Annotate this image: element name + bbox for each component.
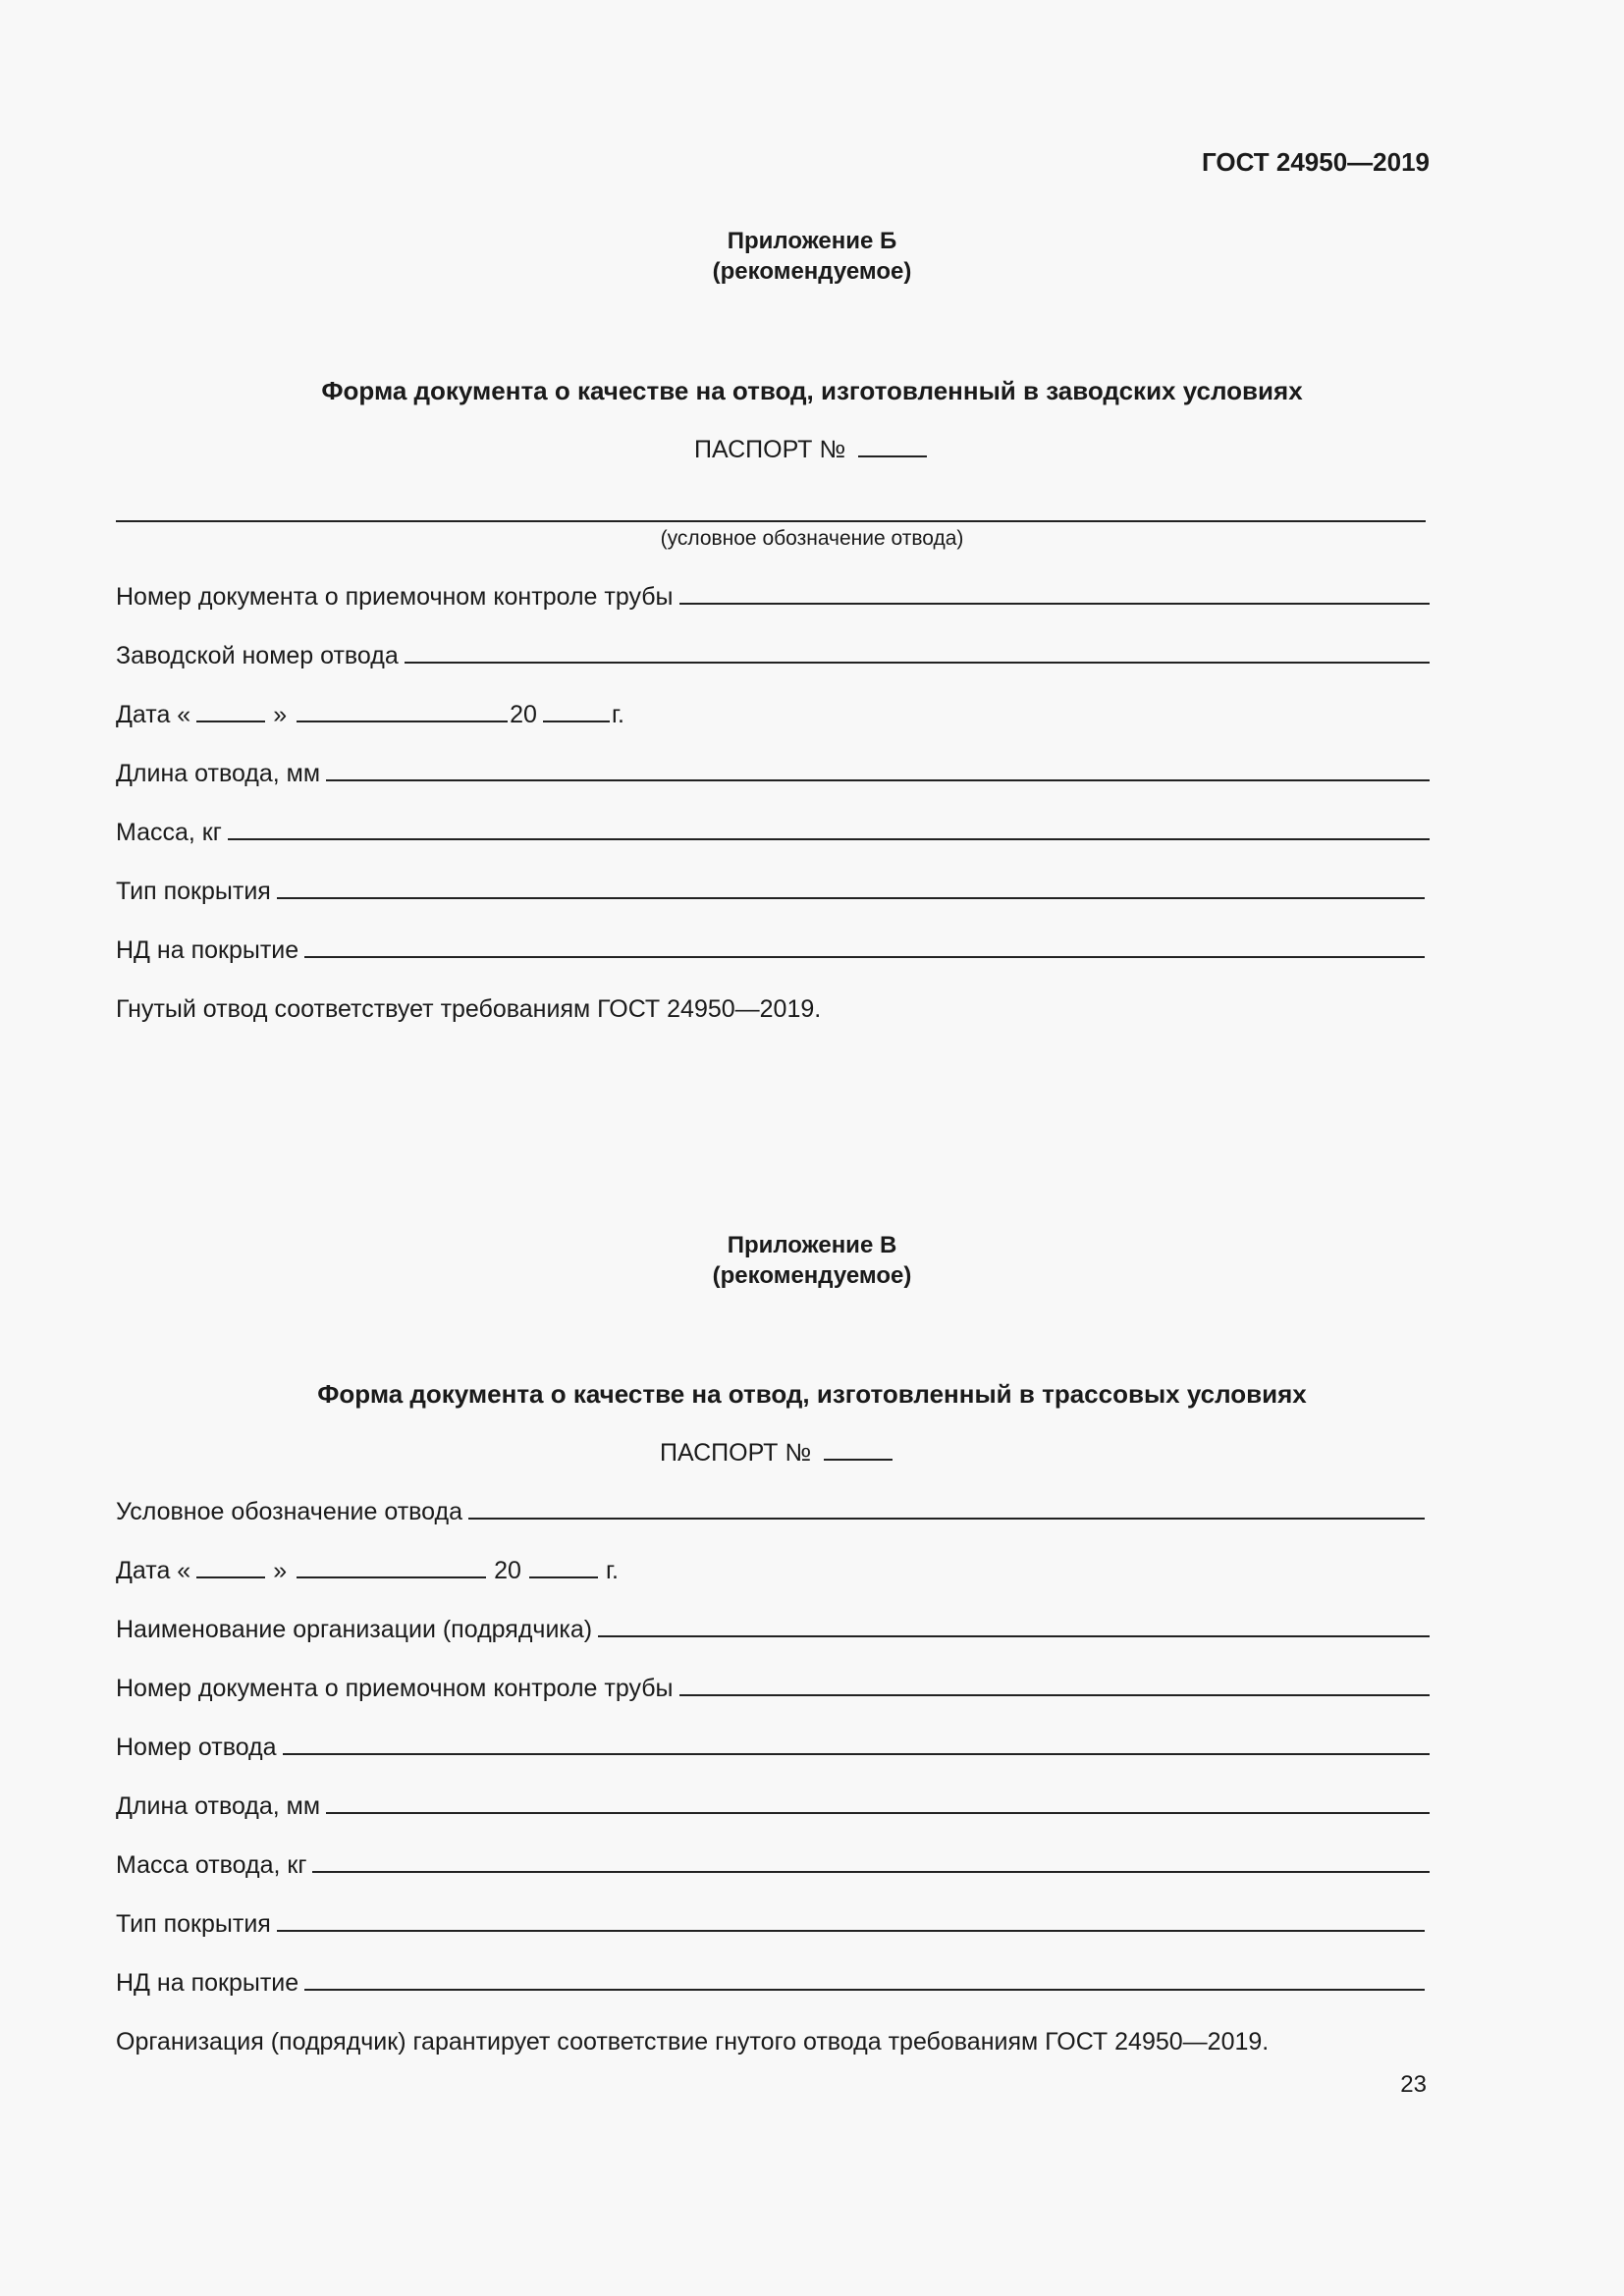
field-b-coating bbox=[116, 878, 1425, 906]
field-v-designation bbox=[116, 1498, 1425, 1526]
field-v-coating-nd-input[interactable] bbox=[304, 1988, 1425, 1991]
field-v-date-prefix: Дата « bbox=[116, 1557, 191, 1584]
field-b-coating-nd-label: НД на покрытие bbox=[116, 936, 299, 964]
field-v-date-quote: » bbox=[273, 1557, 288, 1584]
form-b-title: Форма документа о качестве на отвод, изготовленный в заводских условиях bbox=[321, 376, 1303, 405]
field-b-coating-nd bbox=[116, 936, 1425, 965]
field-b-length-input[interactable] bbox=[326, 778, 1430, 781]
field-v-date-day[interactable] bbox=[196, 1575, 265, 1578]
field-v-designation-label: Условное обозначение отвода bbox=[116, 1498, 462, 1525]
field-b-factory-no-input[interactable] bbox=[405, 661, 1430, 664]
field-v-date bbox=[116, 1557, 619, 1585]
field-v-coating bbox=[116, 1910, 1425, 1939]
appendix-v-title: Приложение В bbox=[727, 1232, 897, 1258]
field-b-coating-label: Тип покрытия bbox=[116, 878, 271, 905]
field-v-length-label: Длина отвода, мм bbox=[116, 1792, 321, 1820]
field-b-factory-no bbox=[116, 642, 1430, 670]
field-v-coating-label: Тип покрытия bbox=[116, 1910, 271, 1938]
appendix-b-status: (рекомендуемое) bbox=[712, 258, 912, 285]
field-v-length-input[interactable] bbox=[326, 1811, 1430, 1814]
field-b-length bbox=[116, 760, 1430, 788]
field-v-bend-no bbox=[116, 1734, 1430, 1762]
field-b-date-prefix: Дата « bbox=[116, 701, 191, 728]
field-v-contractor bbox=[116, 1616, 1430, 1644]
field-v-coating-nd-label: НД на покрытие bbox=[116, 1969, 299, 1997]
field-v-date-suffix: г. bbox=[605, 1557, 619, 1584]
designation-b-field[interactable] bbox=[116, 520, 1426, 522]
field-v-designation-input[interactable] bbox=[468, 1517, 1425, 1520]
field-b-date-day[interactable] bbox=[196, 720, 265, 722]
field-v-length bbox=[116, 1792, 1430, 1821]
field-b-pipe-doc bbox=[116, 583, 1430, 612]
field-b-date bbox=[116, 701, 624, 729]
field-v-mass-input[interactable] bbox=[312, 1870, 1430, 1873]
field-v-contractor-label: Наименование организации (подрядчика) bbox=[116, 1616, 593, 1643]
field-b-date-month[interactable] bbox=[297, 720, 508, 722]
field-v-mass bbox=[116, 1851, 1430, 1880]
field-b-length-label: Длина отвода, мм bbox=[116, 760, 321, 787]
field-b-coating-nd-input[interactable] bbox=[304, 955, 1425, 958]
appendix-b-heading bbox=[0, 226, 1624, 287]
field-v-contractor-input[interactable] bbox=[598, 1634, 1430, 1637]
field-b-mass-input[interactable] bbox=[228, 837, 1430, 840]
field-v-date-year-prefix: 20 bbox=[494, 1557, 521, 1584]
appendix-v-heading bbox=[0, 1230, 1624, 1291]
field-v-coating-input[interactable] bbox=[277, 1929, 1425, 1932]
field-v-bend-no-input[interactable] bbox=[283, 1752, 1430, 1755]
passport-v bbox=[660, 1439, 893, 1468]
field-b-date-suffix: г. bbox=[611, 701, 624, 728]
appendix-v-status: (рекомендуемое) bbox=[712, 1262, 912, 1289]
field-b-mass bbox=[116, 819, 1430, 847]
field-v-date-month[interactable] bbox=[297, 1575, 486, 1578]
form-v-title: Форма документа о качестве на отвод, изготовленный в трассовых условиях bbox=[317, 1379, 1307, 1409]
field-b-date-year-prefix: 20 bbox=[510, 701, 537, 728]
designation-b-caption: (условное обозначение отвода) bbox=[660, 527, 964, 550]
field-v-mass-label: Масса отвода, кг bbox=[116, 1851, 307, 1879]
page-number: 23 bbox=[1400, 2071, 1427, 2098]
field-b-date-year[interactable] bbox=[543, 720, 610, 722]
field-v-pipe-doc bbox=[116, 1675, 1430, 1703]
field-v-coating-nd bbox=[116, 1969, 1425, 1998]
field-b-pipe-doc-label: Номер документа о приемочном контроле трубы bbox=[116, 583, 674, 611]
conclusion-v: Организация (подрядчик) гарантирует соответствие гнутого отвода требованиям ГОСТ 24950—2019. bbox=[116, 2028, 1270, 2056]
passport-v-number-field[interactable] bbox=[824, 1458, 893, 1461]
field-v-date-year[interactable] bbox=[529, 1575, 598, 1578]
conclusion-b: Гнутый отвод соответствует требованиям ГОСТ 24950—2019. bbox=[116, 995, 822, 1023]
passport-b-number-field[interactable] bbox=[858, 454, 927, 457]
passport-b-label: ПАСПОРТ № bbox=[694, 436, 846, 463]
standard-code: ГОСТ 24950—2019 bbox=[1202, 147, 1430, 177]
passport-b bbox=[694, 436, 927, 464]
field-b-date-quote: » bbox=[273, 701, 288, 728]
field-v-pipe-doc-label: Номер документа о приемочном контроле трубы bbox=[116, 1675, 674, 1702]
field-b-mass-label: Масса, кг bbox=[116, 819, 222, 846]
field-b-factory-no-label: Заводской номер отвода bbox=[116, 642, 399, 669]
field-b-pipe-doc-input[interactable] bbox=[679, 602, 1430, 605]
field-v-bend-no-label: Номер отвода bbox=[116, 1734, 277, 1761]
appendix-b-title: Приложение Б bbox=[727, 228, 897, 254]
field-b-coating-input[interactable] bbox=[277, 896, 1425, 899]
field-v-pipe-doc-input[interactable] bbox=[679, 1693, 1430, 1696]
passport-v-label: ПАСПОРТ № bbox=[660, 1439, 812, 1467]
